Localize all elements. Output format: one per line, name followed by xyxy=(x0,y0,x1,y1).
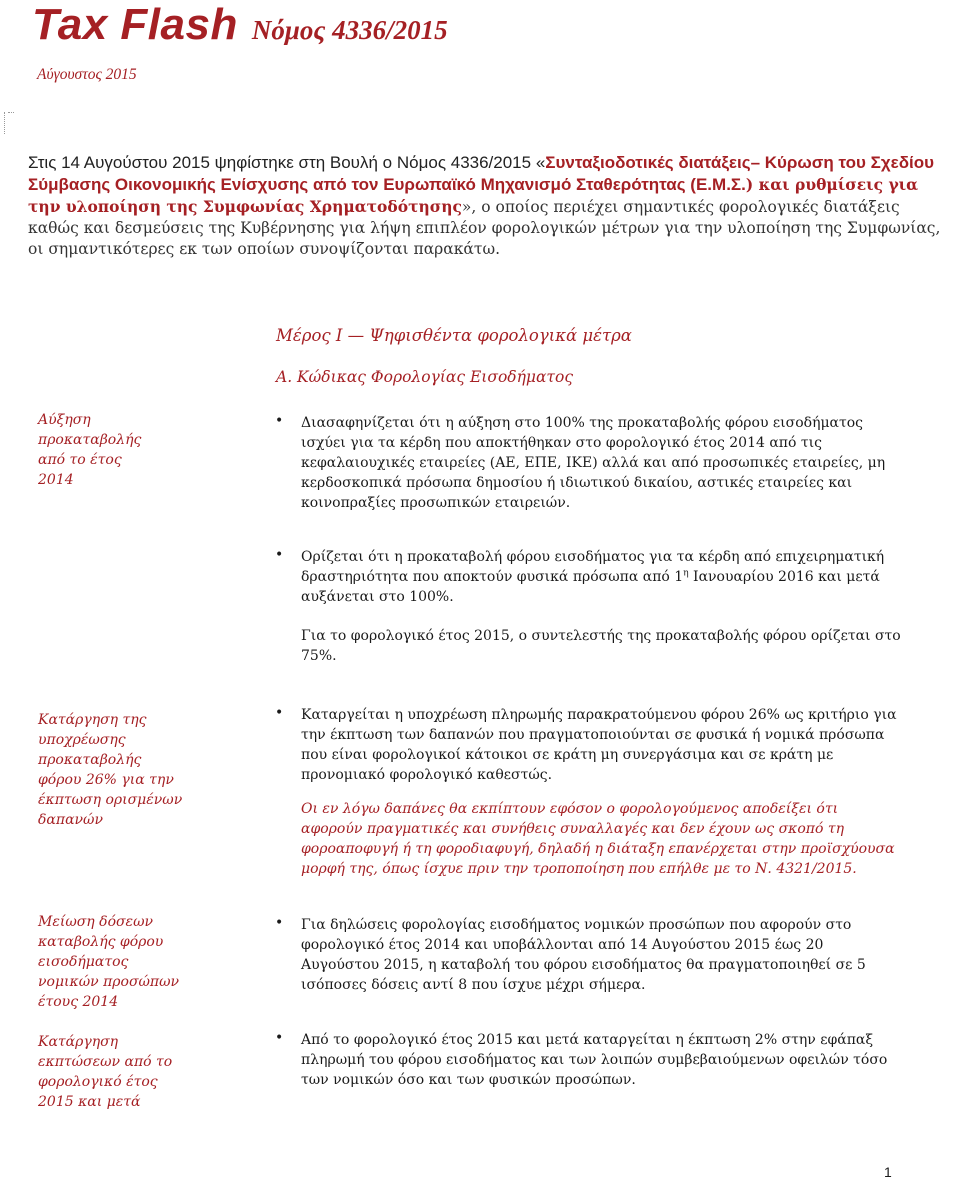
side-label-line: φορολογικό έτος xyxy=(38,1074,158,1090)
paragraph-text: Ορίζεται ότι η προκαταβολή φόρου εισοδήματος για τα κέρδη από επιχειρηματική δραστηριότητα που αποκτούν φυσικά πρόσωπα από 1 xyxy=(301,549,885,585)
side-label-line: φόρου 26% για την xyxy=(38,772,174,788)
superscript: η xyxy=(683,568,689,579)
paragraph-prepayment-clarification: Διασαφηνίζεται ότι η αύξηση στο 100% της προκαταβολής φόρου εισοδήματος ισχύει για τα κέρδη που αποκτήθηκαν στο φορολογικό έτος 2014 από τις κεφαλαιουχικές εταιρείες (ΑΕ, ΕΠΕ, ΙΚΕ) αλλά και από προσωπικές εταιρείες, μη κερδοσκοπικά πρόσωπα δημοσίου ή ιδιωτικού δικαίου, αστικές εταιρείες και κοινοπραξίες προσωπικών εταιρειών. xyxy=(301,415,886,511)
side-label-line: προκαταβολής xyxy=(38,432,142,448)
paragraph-installments: Για δηλώσεις φορολογίας εισοδήματος νομικών προσώπων που αφορούν στο φορολογικό έτος 2014 και υποβάλλονται από 14 Αυγούστου 2015 έως 20 Αυγούστου 2015, η καταβολή του φόρου εισοδήματος θα πραγματοποιηθεί σε 5 ισόποσες δόσεις αντί 8 που ίσχυε μέχρι σήμερα. xyxy=(301,917,866,993)
side-label-line: Κατάργηση της xyxy=(38,712,147,728)
margin-marker-tick xyxy=(8,112,14,113)
side-label-withholding-abolition xyxy=(38,710,182,830)
side-label-line: Μείωση δόσεων xyxy=(38,914,154,930)
part-heading: Μέρος Ι — Ψηφισθέντα φορολογικά μέτρα xyxy=(276,326,632,345)
side-label-line: προκαταβολής xyxy=(38,752,142,768)
paragraph-prepayment-individuals xyxy=(301,547,901,607)
title-main: Tax Flash xyxy=(32,0,238,49)
section-heading: Α. Κώδικας Φορολογίας Εισοδήματος xyxy=(276,368,574,386)
publication-date: Αύγουστος 2015 xyxy=(37,66,137,83)
intro-text-start: Στις 14 Αυγούστου 2015 ψηφίστηκε στη Βουλή ο Νόμος 4336/2015 « xyxy=(28,153,546,172)
side-label-line: 2015 και μετά xyxy=(38,1094,141,1110)
intro-paragraph xyxy=(28,152,950,260)
side-label-prepayment-increase xyxy=(38,410,141,490)
side-label-line: εκπτώσεων από το xyxy=(38,1054,173,1070)
bullet-marker: • xyxy=(275,413,284,429)
paragraph-withholding-abolition: Καταργείται η υποχρέωση πληρωμής παρακρατούμενου φόρου 26% ως κριτήριο για την έκπτωση των δαπανών που πραγματοποιούνται σε φυσικά ή νομικά πρόσωπα που είναι φορολογικοί κάτοικοι σε κράτη μη συνεργάσιμα και σε κράτη με προνομιακό φορολογικό καθεστώς. xyxy=(301,707,897,783)
side-label-line: καταβολής φόρου xyxy=(38,934,164,950)
title-subtitle: Νόμος 4336/2015 xyxy=(251,15,448,45)
margin-marker xyxy=(4,112,7,134)
intro-text-end: », ο οποίος περιέχει σημαντικές φορολογικές διατάξεις καθώς και δεσμεύσεις της Κυβέρνησης για λήψη επιπλέον φορολογικών μέτρων για την υλοποίηση της Συμφωνίας, οι σημαντικότερες εκ των οποίων συνοψίζονται παρακάτω. xyxy=(28,198,941,258)
law-title-part1: Συνταξιοδοτικές διατάξεις– Κύρωση του Σχεδίου Σύμβασης Οικονομικής Ενίσχυσης από τον Ευρωπαϊκό Μηχανισμό Σταθερότητας (Ε.Μ.Σ. xyxy=(28,153,935,194)
side-label-line: έκπτωση ορισμένων xyxy=(38,792,183,808)
side-label-line: από το έτος xyxy=(38,452,122,468)
paragraph-discount-abolition: Από το φορολογικό έτος 2015 και μετά καταργείται η έκπτωση 2% στην εφάπαξ πληρωμή του φόρου εισοδήματος και των λοιπών συμβεβαιούμενων οφειλών τόσο των νομικών όσο και των φυσικών προσώπων. xyxy=(301,1032,888,1088)
bullet-marker: • xyxy=(275,1030,284,1046)
document-title xyxy=(32,0,448,50)
side-label-installments-reduction xyxy=(38,912,179,1012)
side-label-line: δαπανών xyxy=(38,812,103,828)
side-label-line: εισοδήματος xyxy=(38,954,129,970)
bullet-marker: • xyxy=(275,915,284,931)
side-label-line: υποχρέωσης xyxy=(38,732,126,748)
bullet-marker: • xyxy=(275,705,284,721)
paragraph-text: Ιανουαρίου 2016 και μετά αυξάνεται στο 100%. xyxy=(301,569,880,605)
law-title-part2: ) και ρυθμίσεις για την υλοποίηση της Συμφωνίας Χρηματοδότησης xyxy=(28,175,919,216)
side-label-line: έτους 2014 xyxy=(38,994,119,1010)
paragraph-prepayment-rate-2015: Για το φορολογικό έτος 2015, ο συντελεστής της προκαταβολής φόρου ορίζεται στο 75%. xyxy=(301,628,901,664)
side-label-line: Κατάργηση xyxy=(38,1034,119,1050)
page-number: 1 xyxy=(884,1164,892,1180)
paragraph-deduction-conditions: Οι εν λόγω δαπάνες θα εκπίπτουν εφόσον ο φορολογούμενος αποδείξει ότι αφορούν πραγματικές και συνήθεις συναλλαγές και δεν έχουν ως σκοπό τη φοροαποφυγή ή τη φοροδιαφυγή, δηλαδή η διάταξη επανέρχεται στην προϊσχύουσα μορφή της, όπως ίσχυε πριν την τροποποίηση που επήλθε με το Ν. 4321/2015. xyxy=(301,801,895,877)
side-label-line: Αύξηση xyxy=(38,412,91,428)
bullet-marker: • xyxy=(275,547,284,563)
side-label-line: νομικών προσώπων xyxy=(38,974,180,990)
side-label-line: 2014 xyxy=(38,472,74,488)
side-label-discount-abolition xyxy=(38,1032,172,1112)
